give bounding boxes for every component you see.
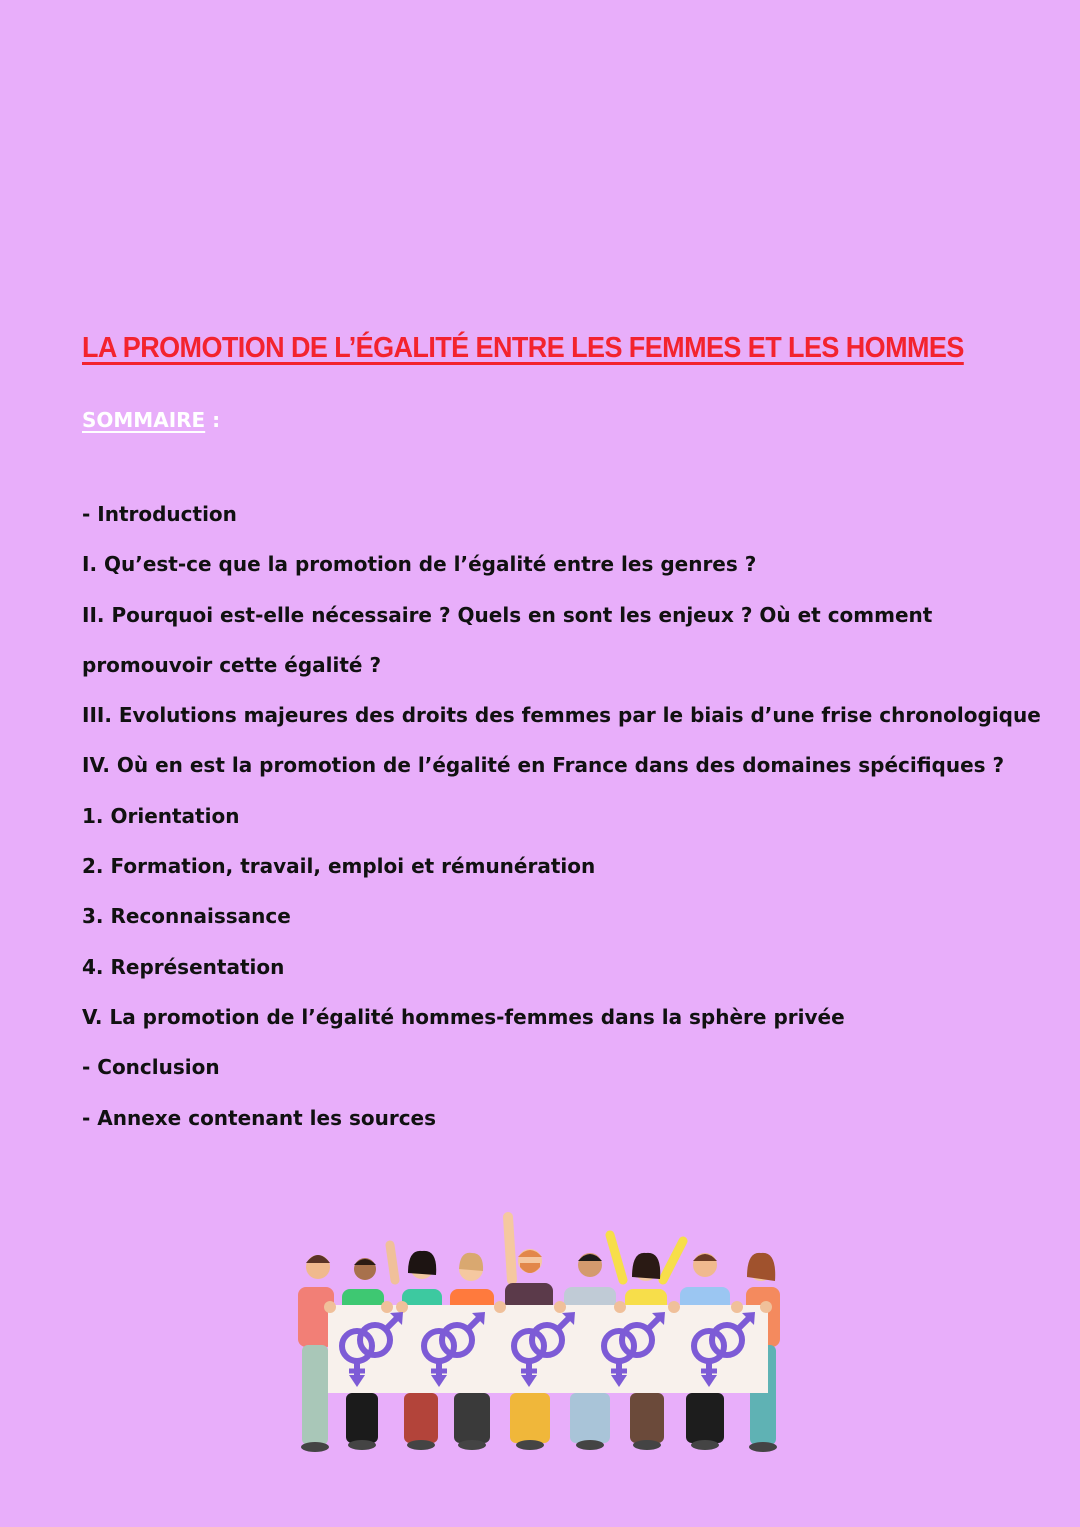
- toc-item-part-1: I. Qu’est-ce que la promotion de l’égalité entre les genres ?: [82, 552, 757, 577]
- summary-heading-label: SOMMAIRE: [82, 408, 206, 432]
- people-holding-banner-illustration: [290, 1205, 790, 1460]
- toc-item-part-2: II. Pourquoi est-elle nécessaire ? Quels en sont les enjeux ? Où et comment: [82, 602, 933, 627]
- page-title: LA PROMOTION DE L’ÉGALITÉ ENTRE LES FEMMES ET LES HOMMES: [82, 332, 964, 364]
- toc-item-4-2: 2. Formation, travail, emploi et rémunération: [82, 854, 596, 879]
- toc-item-part-3: III. Evolutions majeures des droits des femmes par le biais d’une frise chronologique: [82, 703, 1041, 728]
- people-heads: [306, 1249, 775, 1281]
- summary-heading: [82, 408, 220, 432]
- toc-item-4-3: 3. Reconnaissance: [82, 904, 291, 929]
- table-of-contents: [82, 496, 1041, 1150]
- toc-item-4-1: 1. Orientation: [82, 803, 240, 828]
- toc-item-part-4: IV. Où en est la promotion de l’égalité en France dans des domaines spécifiques ?: [82, 753, 1005, 778]
- toc-item-annex: - Annexe contenant les sources: [82, 1105, 437, 1130]
- toc-item-part-2-continued: promouvoir cette égalité ?: [82, 652, 382, 677]
- toc-item-part-5: V. La promotion de l’égalité hommes-femmes dans la sphère privée: [82, 1004, 845, 1029]
- toc-item-introduction: - Introduction: [82, 502, 237, 526]
- toc-item-conclusion: - Conclusion: [82, 1055, 220, 1080]
- summary-heading-colon: :: [205, 408, 221, 432]
- toc-item-4-4: 4. Représentation: [82, 954, 285, 979]
